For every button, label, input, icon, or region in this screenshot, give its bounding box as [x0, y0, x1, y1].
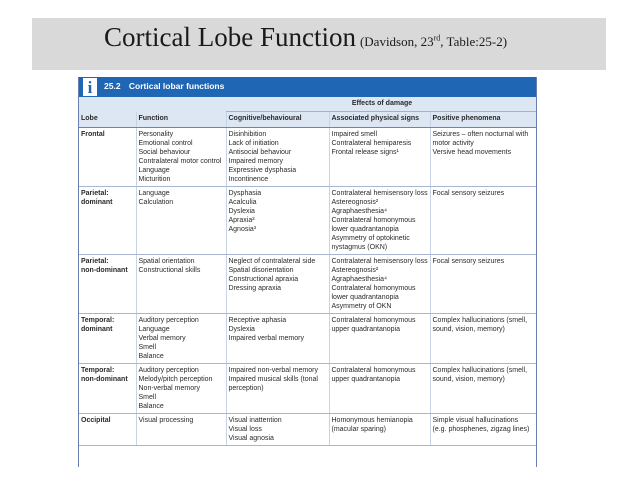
- table-row: [79, 414, 536, 446]
- cell-line: Parietal:: [81, 190, 109, 197]
- positive-phenomena-cell: [430, 414, 536, 446]
- column-header-lobe: Lobe: [79, 112, 136, 128]
- cell-line: Dyslexia: [228, 208, 255, 215]
- cell-line: sound, vision, memory): [432, 376, 505, 383]
- cell-line: Receptive aphasia: [228, 317, 287, 324]
- function-cell: [136, 187, 226, 255]
- column-header-function: Function: [136, 112, 226, 128]
- cell-line: Contralateral homonymous: [331, 285, 416, 292]
- cell-line: lower quadrantanopia: [331, 294, 399, 301]
- physical-signs-cell: [329, 255, 430, 314]
- cell-line: Social behaviour: [138, 149, 191, 156]
- cell-line: Spatial orientation: [138, 258, 195, 265]
- cell-line: Constructional apraxia: [228, 276, 299, 283]
- positive-phenomena-cell: [430, 314, 536, 364]
- cell-line: Emotional control: [138, 140, 193, 147]
- table-row: [79, 255, 536, 314]
- cell-line: Non-verbal memory: [138, 385, 200, 392]
- cell-line: (macular sparing): [331, 426, 386, 433]
- positive-phenomena-cell: [430, 128, 536, 187]
- cell-line: Asymmetry of optokinetic: [331, 235, 410, 242]
- cell-line: Dysphasia: [228, 190, 262, 197]
- cell-line: Contralateral hemiparesis: [331, 140, 412, 147]
- cell-line: Seizures – often nocturnal with: [432, 131, 529, 138]
- cell-line: Complex hallucinations (smell,: [432, 317, 528, 324]
- cell-line: Lack of initiation: [228, 140, 279, 147]
- cell-line: Focal sensory seizures: [432, 190, 505, 197]
- cell-line: Visual agnosia: [228, 435, 274, 442]
- table-row: [79, 128, 536, 187]
- cell-line: Apraxia²: [228, 217, 255, 224]
- function-cell: [136, 255, 226, 314]
- cell-line: Agraphaesthesia⁴: [331, 276, 388, 283]
- table-header-bar: [79, 77, 536, 97]
- function-cell: [136, 314, 226, 364]
- cell-line: Disinhibition: [228, 131, 267, 138]
- cell-line: (e.g. phosphenes, zigzag lines): [432, 426, 530, 433]
- cell-line: Visual inattention: [228, 417, 282, 424]
- cell-line: Impaired memory: [228, 158, 283, 165]
- cell-line: Micturition: [138, 176, 171, 183]
- cell-line: Contralateral homonymous: [331, 317, 416, 324]
- cell-line: Visual loss: [228, 426, 262, 433]
- function-cell: [136, 128, 226, 187]
- positive-phenomena-cell: [430, 187, 536, 255]
- cell-line: Contralateral homonymous: [331, 367, 416, 374]
- table-title: Cortical lobar functions: [128, 81, 225, 91]
- cell-line: lower quadrantanopia: [331, 226, 399, 233]
- cell-line: Contralateral homonymous: [331, 217, 416, 224]
- cell-line: Incontinence: [228, 176, 269, 183]
- cell-line: non-dominant: [81, 376, 128, 383]
- cell-line: Smell: [138, 394, 157, 401]
- cell-line: Parietal:: [81, 258, 109, 265]
- slide-reference: [360, 34, 507, 49]
- physical-signs-cell: [329, 314, 430, 364]
- cell-line: Expressive dysphasia: [228, 167, 297, 174]
- cell-line: Spatial disorientation: [228, 267, 294, 274]
- lobe-cell: [79, 128, 136, 187]
- cell-line: non-dominant: [81, 267, 128, 274]
- cell-line: Asymmetry of OKN: [331, 303, 392, 310]
- cognitive-cell: [226, 187, 329, 255]
- cell-line: motor activity: [432, 140, 474, 147]
- cell-line: Melody/pitch perception: [138, 376, 213, 383]
- lobe-cell: [79, 414, 136, 446]
- cell-line: Acalculia: [228, 199, 257, 206]
- cell-line: Simple visual hallucinations: [432, 417, 519, 424]
- effects-of-damage-header: Effects of damage: [226, 97, 536, 112]
- cell-line: Balance: [138, 403, 164, 410]
- effects-spacer: [79, 97, 226, 112]
- cell-line: Contralateral hemisensory loss: [331, 190, 428, 197]
- table-body: [79, 128, 536, 446]
- cell-line: Complex hallucinations (smell,: [432, 367, 528, 374]
- cognitive-cell: [226, 314, 329, 364]
- cell-line: Visual processing: [138, 417, 194, 424]
- positive-phenomena-cell: [430, 255, 536, 314]
- cell-line: Contralateral hemisensory loss: [331, 258, 428, 265]
- cell-line: Balance: [138, 353, 164, 360]
- cell-line: Dressing apraxia: [228, 285, 282, 292]
- cell-line: Frontal release signs¹: [331, 149, 399, 156]
- physical-signs-cell: [329, 414, 430, 446]
- physical-signs-cell: [329, 187, 430, 255]
- cell-line: Agnosia³: [228, 226, 257, 233]
- physical-signs-cell: [329, 128, 430, 187]
- cell-line: Constructional skills: [138, 267, 201, 274]
- table-row: [79, 364, 536, 414]
- reference-suffix: , Table:25-2): [440, 34, 508, 49]
- lobe-cell: [79, 364, 136, 414]
- column-header-cognitive: Cognitive/behavioural: [226, 112, 329, 128]
- table-caption: [104, 81, 224, 91]
- slide-title-main: Cortical Lobe Function: [104, 22, 356, 52]
- panel-right-rule: [536, 77, 537, 467]
- cell-line: Auditory perception: [138, 367, 199, 374]
- function-cell: [136, 364, 226, 414]
- cell-line: Impaired non-verbal memory: [228, 367, 318, 374]
- cell-line: Frontal: [81, 131, 105, 138]
- cell-line: Impaired smell: [331, 131, 378, 138]
- positive-phenomena-cell: [430, 364, 536, 414]
- cognitive-cell: [226, 128, 329, 187]
- cognitive-cell: [226, 414, 329, 446]
- lobe-cell: [79, 255, 136, 314]
- cell-line: Calculation: [138, 199, 174, 206]
- lobe-cell: [79, 314, 136, 364]
- reference-superscript: rd: [433, 33, 441, 43]
- cell-line: Language: [138, 190, 170, 197]
- cell-line: Focal sensory seizures: [432, 258, 505, 265]
- cell-line: Dyslexia: [228, 326, 255, 333]
- lobe-cell: [79, 187, 136, 255]
- cell-line: Language: [138, 167, 170, 174]
- cell-line: Temporal:: [81, 317, 115, 324]
- cell-line: Neglect of contralateral side: [228, 258, 316, 265]
- cognitive-cell: [226, 255, 329, 314]
- cell-line: Impaired verbal memory: [228, 335, 304, 342]
- cell-line: Occipital: [81, 417, 111, 424]
- cell-line: Language: [138, 326, 170, 333]
- column-header-positive: Positive phenomena: [430, 112, 536, 128]
- cortical-functions-table: [79, 97, 536, 446]
- cell-line: Homonymous hemianopia: [331, 417, 413, 424]
- cell-line: Impaired musical skills (tonal: [228, 376, 318, 383]
- cell-line: Astereognosis²: [331, 267, 379, 274]
- cell-line: Agraphaesthesia⁴: [331, 208, 388, 215]
- cell-line: sound, vision, memory): [432, 326, 505, 333]
- column-header-physical: Associated physical signs: [329, 112, 430, 128]
- table-row: [79, 314, 536, 364]
- cell-line: perception): [228, 385, 264, 392]
- effects-header-row: [79, 97, 536, 112]
- info-icon: i: [83, 78, 97, 96]
- cell-line: upper quadrantanopia: [331, 326, 401, 333]
- table-row: [79, 187, 536, 255]
- cell-line: Astereognosis²: [331, 199, 379, 206]
- physical-signs-cell: [329, 364, 430, 414]
- table-number: 25.2: [104, 81, 121, 91]
- cognitive-cell: [226, 364, 329, 414]
- cell-line: nystagmus (OKN): [331, 244, 388, 251]
- cell-line: Versive head movements: [432, 149, 512, 156]
- cell-line: Temporal:: [81, 367, 115, 374]
- cell-line: dominant: [81, 326, 113, 333]
- cell-line: Personality: [138, 131, 174, 138]
- table-panel: [78, 77, 537, 467]
- column-header-row: [79, 112, 536, 128]
- cell-line: Auditory perception: [138, 317, 199, 324]
- cell-line: upper quadrantanopia: [331, 376, 401, 383]
- cell-line: Smell: [138, 344, 157, 351]
- cell-line: Antisocial behaviour: [228, 149, 292, 156]
- cell-line: dominant: [81, 199, 113, 206]
- slide-title-bar: [32, 18, 606, 70]
- cell-line: Verbal memory: [138, 335, 186, 342]
- reference-prefix: (Davidson, 23: [359, 34, 434, 49]
- cell-line: Contralateral motor control: [138, 158, 222, 165]
- slide-title: [104, 22, 507, 53]
- function-cell: [136, 414, 226, 446]
